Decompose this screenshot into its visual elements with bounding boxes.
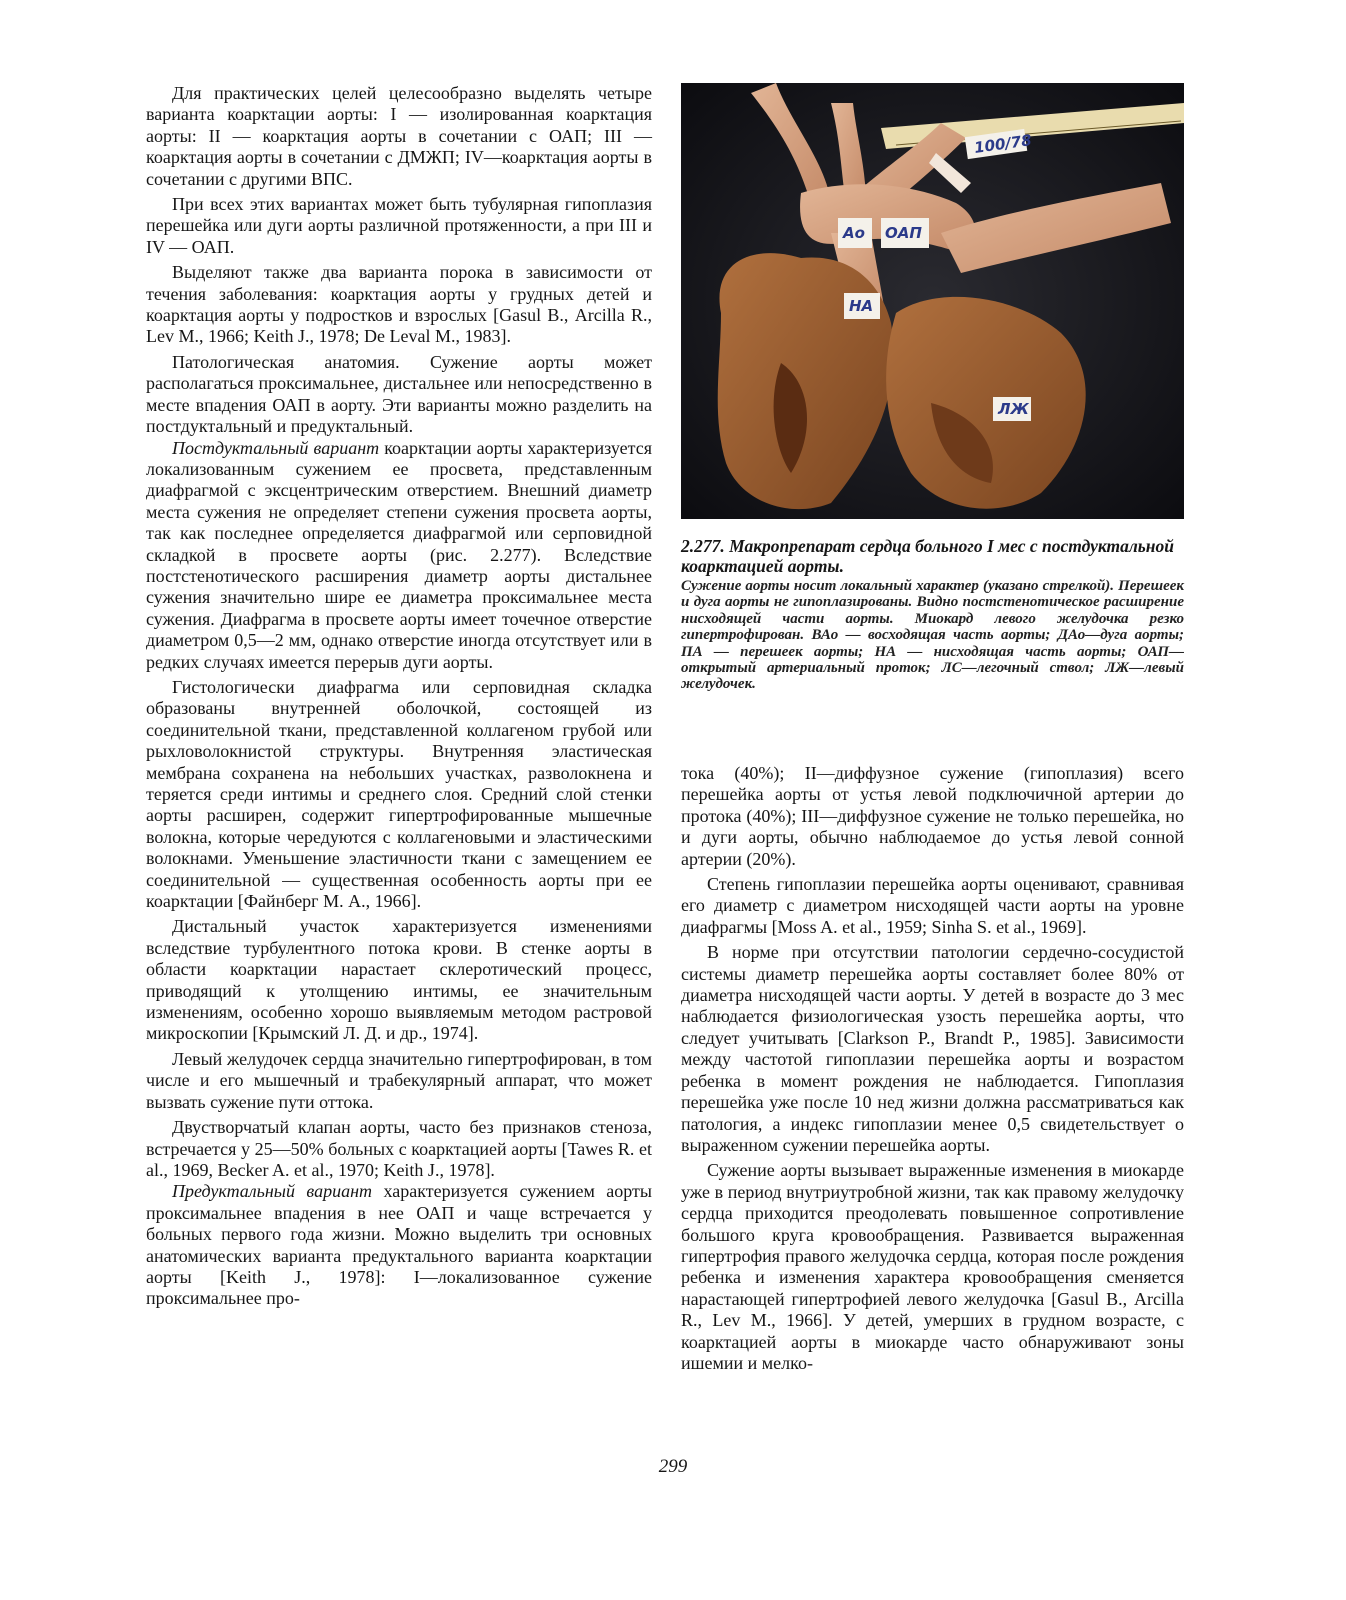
- paragraph: Левый желудочек сердца значительно гипертрофирован, в том числе и его мышечный и трабекулярный аппарат, что может вызвать сужение пути оттока.: [146, 1048, 652, 1112]
- paragraph: [146, 438, 652, 673]
- label-oap: ОАП: [885, 224, 922, 242]
- paragraph: Выделяют также два варианта порока в зависимости от течения заболевания: коарктация аорты у грудных детей и коарктация аорты у подростков и взрослых [Gasul В., Arcilla R., Lev M., 1966; Keith J., 1978; De Leval M., 1983].: [146, 262, 652, 347]
- paragraph: В норме при отсутствии патологии сердечно-сосудистой системы диаметр перешейка аорты составляет более 80% от диаметра нисходящей части аорты. У детей в возрасте до 3 мес наблюдается физиологическая узость перешейка аорты, что следует учитывать [Clarkson P., Brandt P., 1985]. Зависимости между частотой гипоплазии перешейка аорты и возрастом ребенка в момент рождения не наблюдается. Гипоплазия перешейка уже после 10 нед жизни должна рассматриваться как патология, а индекс гипоплазии менее 0,5 свидетельствует о выраженном сужении перешейка аорты.: [681, 942, 1184, 1155]
- paragraph: [146, 1181, 652, 1309]
- right-column: [681, 763, 1184, 1374]
- paragraph: Дистальный участок характеризуется изменениями вследствие турбулентного потока крови. В стенке аорты в области коарктации нарастает склеротический процесс, приводящий к утолщению интимы, ее значительным изменениям, особенно хорошо выявляемым методом растровой микроскопии [Крымский Л. Д. и др., 1974].: [146, 916, 652, 1044]
- figure-caption-body: Сужение аорты носит локальный характер (указано стрелкой). Перешеек и дуга аорты не гипоплазированы. Видно постстенотическое расширение нисходящей части аорты. Миокард левого желудочка резко гипертрофирован. ВАо — восходящая часть аорты; ДАо—дуга аорты; ПА — перешеек аорты; НА — нисходящая часть аорты; ОАП— открытый артериальный проток; ЛС—легочный ствол; ЛЖ—левый желудочек.: [681, 578, 1184, 693]
- paragraph: тока (40%); II—диффузное сужение (гипоплазия) всего перешейка аорты от устья левой подключичной артерии до протока (40%); III—диффузное сужение не только перешейка, но и дуги аорты, обычно наблюдаемое до устья левой сонной артерии (20%).: [681, 763, 1184, 869]
- left-column: [146, 83, 652, 1310]
- italic-term: Постдуктальный вариант: [172, 437, 380, 458]
- specimen-photo: [681, 83, 1184, 519]
- figure-caption-title: 2.277. Макропрепарат сердца больного I мес с постдуктальной коарктацией аорты.: [681, 536, 1175, 576]
- paragraph: Степень гипоплазии перешейка аорты оценивают, сравнивая его диаметр с диаметром нисходящей части аорты на уровне диафрагмы [Moss A. et al., 1959; Sinha S. et al., 1969].: [681, 874, 1184, 937]
- page-number: 299: [658, 1456, 688, 1477]
- paragraph: Двустворчатый клапан аорты, часто без признаков стеноза, встречается у 25—50% больных с коарктацией аорты [Tawes R. et al., 1969, Becker A. et al., 1970; Keith J., 1978].: [146, 1117, 652, 1180]
- italic-term: Предуктальный вариант: [172, 1181, 373, 1202]
- label-specimen-number: 100/78: [973, 131, 1033, 157]
- label-na: НА: [849, 297, 874, 315]
- paragraph-text: коарктации аорты характеризуется локализованным сужением ее просвета, представленным диафрагмой с эксцентрическим отверстием. Внешний диаметр места сужения не определяет степени сужения просвета аорты, так как последнее определяется диафрагмой или серповидной складкой в просвете аорты (рис. 2.277). Вследствие постстенотического расширения диаметр аорты дистальнее сужения значительно шире ее диаметра проксимальнее места сужения. Диафрагма в просвете аорты имеет точечное отверстие диаметром 0,5—2 мм, однако отверстие иногда отсутствует или в редких случаях имеется перерыв дуги аорты.: [146, 437, 652, 672]
- paragraph-text: характеризуется сужением аорты проксимальнее впадения в нее ОАП и чаще встречается у больных первого года жизни. Можно выделить три основных анатомических варианта предуктального варианта коарктации аорты [Keith J., 1978]: I—локализованное сужение проксимальнее про-: [146, 1181, 653, 1309]
- paragraph: Патологическая анатомия. Сужение аорты может располагаться проксимальнее, дистальнее или непосредственно в месте впадения ОАП в аорту. Эти варианты можно разделить на постдуктальный и предуктальный.: [146, 351, 652, 437]
- paragraph: При всех этих вариантах может быть тубулярная гипоплазия перешейка или дуги аорты различной протяженности, а при III и IV — ОАП.: [146, 194, 652, 257]
- label-lzh: ЛЖ: [998, 400, 1029, 418]
- label-ao: Ао: [843, 224, 865, 242]
- heart-specimen-illustration: [681, 83, 1184, 519]
- paragraph: Гистологически диафрагма или серповидная складка образованы внутренней оболочкой, состоящей из соединительной ткани, представленной коллагеном грубой или рыхловолокнистой структуры. Внутренняя эластическая мембрана сохранена на небольших участках, разволокнена и теряется среди интимы и среднего слоя. Средний слой стенки аорты расширен, содержит гипертрофированные мышечные волокна, которые чередуются с коллагеновыми и эластическими волокнами. Уменьшение эластичности ткани с замещением ее соединительной — существенная особенность аорты при ее коарктации [Файнберг М. А., 1966].: [146, 676, 652, 912]
- paragraph: Для практических целей целесообразно выделять четыре варианта коарктации аорты: I — изолированная коарктация аорты: II — коарктация аорты в сочетании с ОАП; III — коарктация аорты в сочетании с ДМЖП; IV—коарктация аорты в сочетании с другими ВПС.: [146, 83, 652, 189]
- paragraph: Сужение аорты вызывает выраженные изменения в миокарде уже в период внутриутробной жизни, так как правому желудочку сердца приходится преодолевать повышенное сопротивление большого круга кровообращения. Развивается выраженная гипертрофия правого желудочка сердца, которая после рождения ребенка и изменения характера кровообращения сменяется нарастающей гипертрофией левого желудочка [Gasul В., Arcilla R., Lev M., 1966]. У детей, умерших в грудном возрасте, с коарктацией аорты в миокарде часто обнаруживают зоны ишемии и мелко-: [681, 1160, 1184, 1373]
